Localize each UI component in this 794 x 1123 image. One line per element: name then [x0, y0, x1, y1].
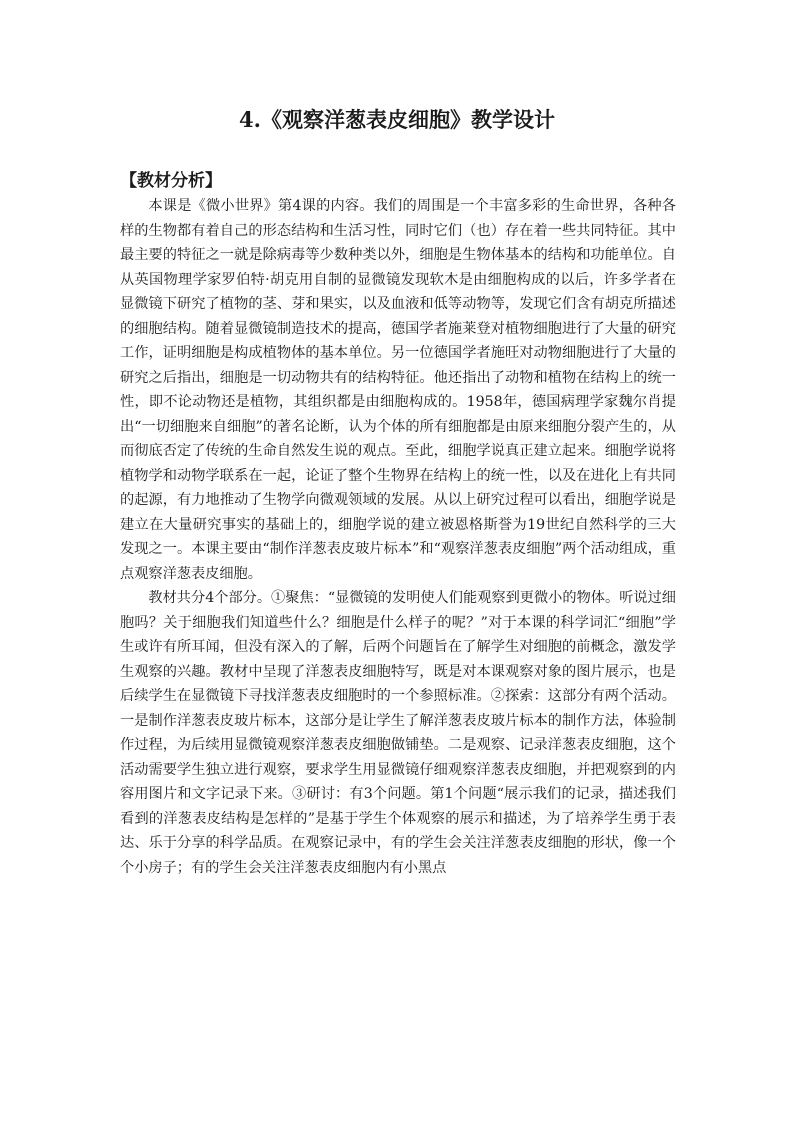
section-heading: 【教材分析】 [120, 171, 222, 191]
paragraph-2: 教材共分4个部分。①聚焦：“显微镜的发明使人们能观察到更微小的物体。听说过细胞吗？关于细胞我们知道些什么？细胞是什么样子的呢？”对于本课的科学词汇“细胞”学生或许有所耳闻，但没有深入的了解，后两个问题旨在了解学生对细胞的前概念，激发学生观察的兴趣。教材中呈现了洋葱表皮细胞特写，既是对本课观察对象的图片展示，也是后续学生在显微镜下寻找洋葱表皮细胞时的一个参照标准。②探索：这部分有两个活动。一是制作洋葱表皮玻片标本，这部分是让学生了解洋葱表皮玻片标本的制作方法，体验制作过程，为后续用显微镜观察洋葱表皮细胞做铺垫。二是观察、记录洋葱表皮细胞，这个活动需要学生独立进行观察，要求学生用显微镜仔细观察洋葱表皮细胞，并把观察到的内容用图片和文字记录下来。③研讨：有3个问题。第1个问题“展示我们的记录，描述我们看到的洋葱表皮结构是怎样的”是基于学生个体观察的展示和描述，为了培养学生勇于表达、乐于分享的科学品质。在观察记录中，有的学生会关注洋葱表皮细胞的形状，像一个个小房子；有的学生会关注洋葱表皮细胞内有小黑点 [120, 590, 676, 876]
paragraph-1: 本课是《微小世界》第4课的内容。我们的周围是一个丰富多彩的生命世界，各种各样的生物都有着自己的形态结构和生活习性，同时它们（也）存在着一些共同特征。其中最主要的特征之一就是除病毒等少数种类以外，细胞是生物体基本的结构和功能单位。自从英国物理学家罗伯特·胡克用自制的显微镜发现软木是由细胞构成的以后，许多学者在显微镜下研究了植物的茎、芽和果实，以及血液和低等动物等，发现它们含有胡克所描述的细胞结构。随着显微镜制造技术的提高，德国学者施莱登对植物细胞进行了大量的研究工作，证明细胞是构成植物体的基本单位。另一位德国学者施旺对动物细胞进行了大量的研究之后指出，细胞是一切动物共有的结构特征。他还指出了动物和植物在结构上的统一性，即不论动物还是植物，其组织都是由细胞构成的。1958年，德国病理学家魏尔肖提出“一切细胞来自细胞”的著名论断，认为个体的所有细胞都是由原来细胞分裂产生的，从而彻底否定了传统的生命自然发生说的观点。至此，细胞学说真正建立起来。细胞学说将植物学和动物学联系在一起，论证了整个生物界在结构上的统一性，以及在进化上有共同的起源，有力地推动了生物学向微观领域的发展。从以上研究过程可以看出，细胞学说是建立在大量研究事实的基础上的，细胞学说的建立被恩格斯誉为19世纪自然科学的三大发现之一。本课主要由“制作洋葱表皮玻片标本”和“观察洋葱表皮细胞”两个活动组成，重点观察洋葱表皮细胞。 [120, 198, 676, 582]
page-title: 4.《观察洋葱表皮细胞》教学设计 [239, 107, 555, 132]
body-text [120, 194, 676, 880]
